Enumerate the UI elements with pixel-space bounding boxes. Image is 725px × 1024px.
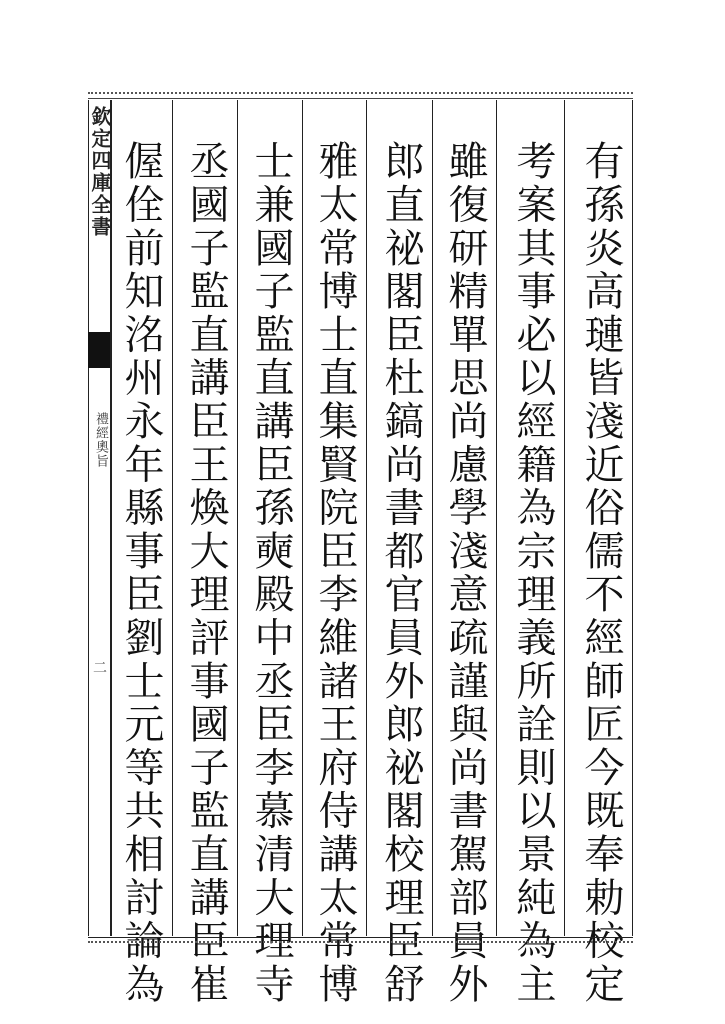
column-text: 郎直祕閣臣杜鎬尚書都官員外郎祕閣校理臣舒 [378, 140, 424, 1006]
column-text: 雅太常博士直集賢院臣李維諸王府侍講太常博 [312, 140, 358, 1006]
column-text: 考案其事必以經籍為宗理義所詮則以景純為主 [510, 140, 556, 1006]
margin-title: 欽定四庫全書 [88, 106, 112, 238]
text-column-1 [564, 100, 633, 1006]
column-text: 士兼國子監直講臣孫奭殿中丞臣李慕清大理寺 [248, 140, 294, 1006]
margin-page-number: 二 [91, 660, 107, 674]
fish-tail-mark [88, 332, 110, 368]
bottom-frame-line [88, 937, 633, 938]
column-text: 雖復研精單思尚慮學淺意疏謹與尚書駕部員外 [442, 140, 488, 1006]
top-frame-line [88, 98, 633, 99]
column-text: 偓佺前知洺州永年縣事臣劉士元等共相討論為 [118, 140, 164, 1006]
text-column-3 [432, 100, 497, 1006]
text-column-5 [302, 100, 367, 1006]
text-column-4 [366, 100, 433, 1006]
bottom-dotted-rule [88, 941, 633, 943]
text-column-6 [237, 100, 303, 1006]
text-column-7 [172, 100, 238, 1006]
top-dotted-rule [88, 92, 633, 94]
column-text: 丞國子監直講臣王煥大理評事國子監直講臣崔 [183, 140, 229, 1006]
text-column-8 [110, 100, 173, 1006]
text-column-2 [496, 100, 565, 1006]
margin-subtitle: 禮經奧旨 [93, 412, 108, 468]
column-text: 有孫炎高璉皆淺近俗儒不經師匠今既奉勅校定 [578, 140, 624, 1006]
right-frame-line [632, 100, 633, 936]
